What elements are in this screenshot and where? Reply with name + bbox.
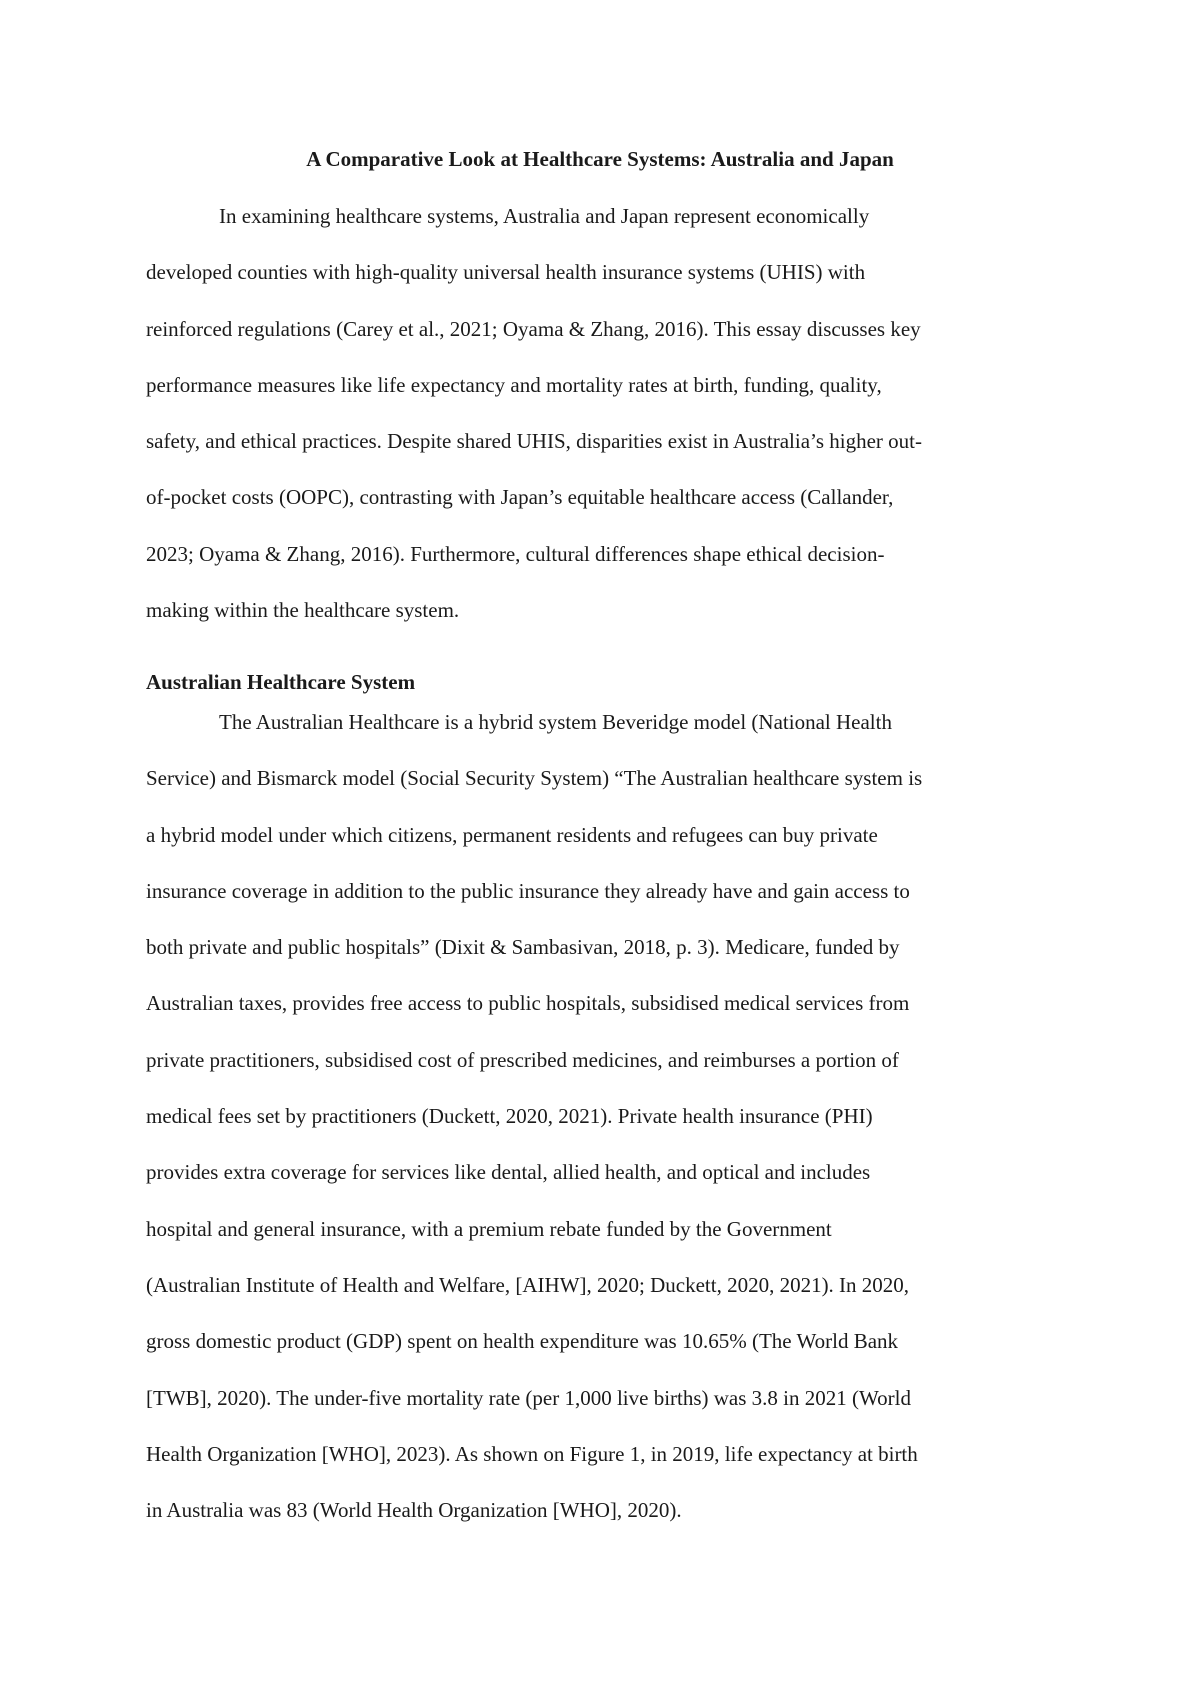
section-line: insurance coverage in addition to the public insurance they already have and gain access to — [146, 878, 910, 903]
section-line: The Australian Healthcare is a hybrid system Beveridge model (National Health — [219, 710, 892, 734]
section-line: a hybrid model under which citizens, permanent residents and refugees can buy private — [146, 822, 878, 847]
section-line: Australian taxes, provides free access to public hospitals, subsidised medical services from — [146, 991, 910, 1016]
intro-line: safety, and ethical practices. Despite shared UHIS, disparities exist in Australia’s higher out- — [146, 429, 923, 454]
section-line: hospital and general insurance, with a premium rebate funded by the Government — [146, 1216, 832, 1241]
section-paragraph — [146, 694, 1058, 1538]
section-line: gross domestic product (GDP) spent on health expenditure was 10.65% (The World Bank — [146, 1329, 899, 1354]
section-line: (Australian Institute of Health and Welfare, [AIHW], 2020; Duckett, 2020, 2021). In 2020, — [146, 1272, 910, 1297]
intro-line: reinforced regulations (Carey et al., 2021; Oyama & Zhang, 2016). This essay discusses key — [146, 316, 921, 341]
intro-line: developed counties with high-quality universal health insurance systems (UHIS) with — [146, 260, 866, 285]
section-line: in Australia was 83 (World Health Organization [WHO], 2020). — [146, 1498, 682, 1523]
intro-line: making within the healthcare system. — [146, 598, 460, 623]
section-line: provides extra coverage for services like dental, allied health, and optical and includes — [146, 1160, 871, 1185]
section-line: Health Organization [WHO], 2023). As shown on Figure 1, in 2019, life expectancy at birth — [146, 1441, 918, 1466]
intro-line: performance measures like life expectancy and mortality rates at birth, funding, quality, — [146, 372, 882, 397]
document-title: A Comparative Look at Healthcare Systems: Australia and Japan — [306, 147, 894, 171]
section-line: private practitioners, subsidised cost of prescribed medicines, and reimburses a portion of — [146, 1047, 899, 1072]
intro-line: of-pocket costs (OOPC), contrasting with Japan’s equitable healthcare access (Callander, — [146, 485, 894, 510]
section-line: Service) and Bismarck model (Social Security System) “The Australian healthcare system is — [146, 766, 923, 791]
section-line: [TWB], 2020). The under-five mortality rate (per 1,000 live births) was 3.8 in 2021 (World — [146, 1385, 911, 1410]
section-heading: Australian Healthcare System — [146, 670, 416, 694]
intro-line: In examining healthcare systems, Australia and Japan represent economically — [219, 204, 870, 228]
intro-paragraph — [146, 188, 1058, 638]
section-line: both private and public hospitals” (Dixit & Sambasivan, 2018, p. 3). Medicare, funded by — [146, 935, 900, 960]
intro-line: 2023; Oyama & Zhang, 2016). Furthermore, cultural differences shape ethical decision- — [146, 541, 885, 566]
section-line: medical fees set by practitioners (Duckett, 2020, 2021). Private health insurance (PHI) — [146, 1104, 873, 1129]
